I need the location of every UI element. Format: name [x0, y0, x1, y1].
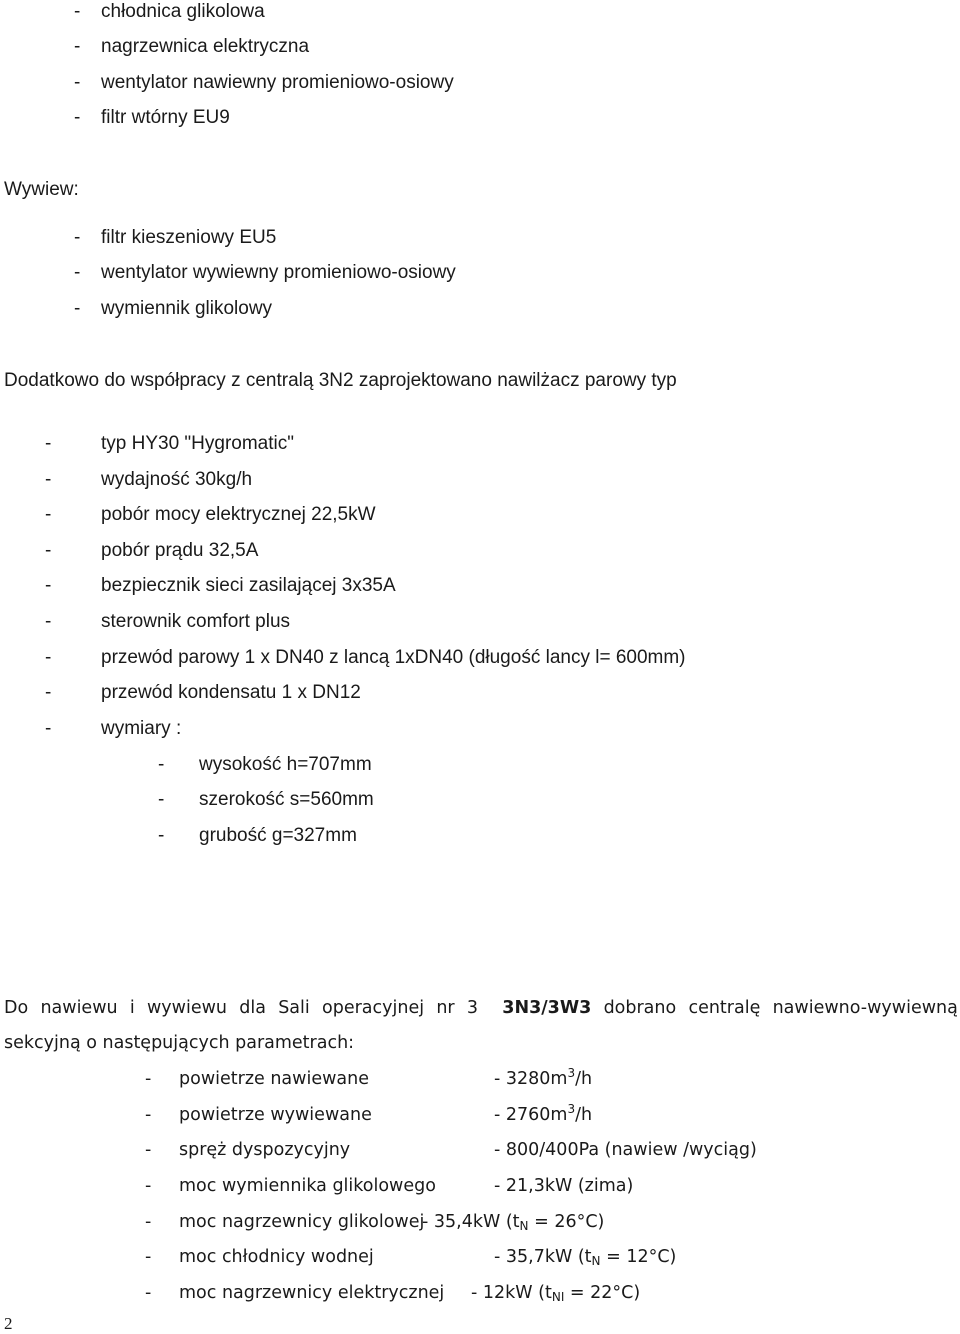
param-value: - $2760m^3/h$ [494, 1102, 593, 1125]
humidifier-item: pobór mocy elektrycznej 22,5kW [101, 504, 376, 525]
bullet-dash: - [145, 1283, 152, 1303]
param-value: - $3280m^3/h$ [494, 1066, 593, 1089]
paragraph-word: nawiewno-wywiewną [772, 998, 958, 1018]
bullet-dash: - [45, 682, 52, 703]
bullet-dash: - [145, 1069, 152, 1089]
humidifier-item: pobór prądu 32,5A [101, 540, 259, 561]
bullet-dash: - [74, 72, 81, 93]
paragraph-word: dobrano [603, 998, 677, 1018]
exhaust-item: wentylator wywiewny promieniowo-osiowy [101, 262, 456, 283]
bullet-dash: - [74, 107, 81, 128]
bullet-dash: - [45, 504, 52, 525]
humidifier-intro: Dodatkowo do współpracy z centralą 3N2 zaprojektowano nawilżacz parowy typ [4, 370, 677, 391]
paragraph-word: wywiewu [146, 998, 227, 1018]
bullet-dash: - [74, 227, 81, 248]
exhaust-item: wymiennik glikolowy [101, 298, 273, 319]
bullet-dash: - [145, 1212, 152, 1232]
param-label: moc nagrzewnicy elektrycznej [179, 1283, 445, 1303]
param-label: powietrze wywiewane [179, 1105, 372, 1125]
unit-paragraph-line2: sekcyjną o następujących parametrach: [4, 1033, 355, 1053]
dimension-item: szerokość s=560mm [199, 789, 374, 810]
bullet-dash: - [158, 825, 165, 846]
bullet-dash: - [145, 1140, 152, 1160]
param-value: - 21,3kW (zima) [494, 1176, 634, 1196]
exhaust-heading: Wywiew: [4, 179, 79, 200]
bullet-dash: - [74, 298, 81, 319]
param-label: powietrze nawiewane [179, 1069, 369, 1089]
bullet-dash: - [145, 1176, 152, 1196]
supply-item: wentylator nawiewny promieniowo-osiowy [101, 72, 454, 93]
humidifier-item: wymiary : [101, 718, 182, 739]
bullet-dash: - [74, 262, 81, 283]
bullet-dash: - [45, 469, 52, 490]
bullet-dash: - [158, 754, 165, 775]
bullet-dash: - [145, 1247, 152, 1267]
unit-code: 3N3/3W3 [502, 998, 592, 1018]
param-label: moc nagrzewnicy glikolowej [179, 1212, 425, 1232]
exhaust-item: filtr kieszeniowy EU5 [101, 227, 277, 248]
paragraph-word: 3 [466, 998, 479, 1018]
unit-paragraph-line1 [4, 997, 958, 1019]
bullet-dash: - [45, 575, 52, 596]
humidifier-item: typ HY30 "Hygromatic" [101, 433, 294, 454]
page-number: 2 [4, 1314, 13, 1333]
param-value: - 800/400Pa (nawiew /wyciąg) [494, 1140, 757, 1160]
param-label: moc chłodnicy wodnej [179, 1247, 374, 1267]
bullet-dash: - [45, 718, 52, 739]
paragraph-word: operacyjnej [322, 998, 425, 1018]
paragraph-word: dla [239, 998, 266, 1018]
paragraph-word: Do [4, 998, 29, 1018]
paragraph-word: nr [436, 998, 455, 1018]
param-value: - 35,7kW $(t_N = 12^\circ C)$ [494, 1247, 677, 1268]
param-value: - 35,4kW $(t_N = 26^\circ C)$ [422, 1212, 605, 1233]
param-label: spręż dyspozycyjny [179, 1140, 351, 1160]
param-label: moc wymiennika glikolowego [179, 1176, 436, 1196]
supply-item: nagrzewnica elektryczna [101, 36, 310, 57]
paragraph-word: Sali [278, 998, 310, 1018]
supply-item: filtr wtórny EU9 [101, 107, 230, 128]
bullet-dash: - [45, 647, 52, 668]
paragraph-word: nawiewu [40, 998, 118, 1018]
paragraph-word: centralę [688, 998, 761, 1018]
bullet-dash: - [145, 1105, 152, 1125]
bullet-dash: - [74, 36, 81, 57]
bullet-dash: - [45, 433, 52, 454]
humidifier-item: wydajność 30kg/h [101, 469, 253, 490]
humidifier-item: przewód parowy 1 x DN40 z lancą 1xDN40 (długość lancy l= 600mm) [101, 647, 686, 668]
param-value: - 12kW $(t_{NI} = 22^\circ C)$ [471, 1283, 641, 1304]
bullet-dash: - [45, 611, 52, 632]
paragraph-word: i [129, 998, 135, 1018]
dimension-item: grubość g=327mm [199, 825, 357, 846]
humidifier-item: przewód kondensatu 1 x DN12 [101, 682, 361, 703]
humidifier-item: bezpiecznik sieci zasilającej 3x35A [101, 575, 396, 596]
bullet-dash: - [158, 789, 165, 810]
humidifier-item: sterownik comfort plus [101, 611, 291, 632]
bullet-dash: - [74, 1, 81, 22]
bullet-dash: - [45, 540, 52, 561]
supply-item: chłodnica glikolowa [101, 1, 265, 22]
dimension-item: wysokość h=707mm [199, 754, 372, 775]
